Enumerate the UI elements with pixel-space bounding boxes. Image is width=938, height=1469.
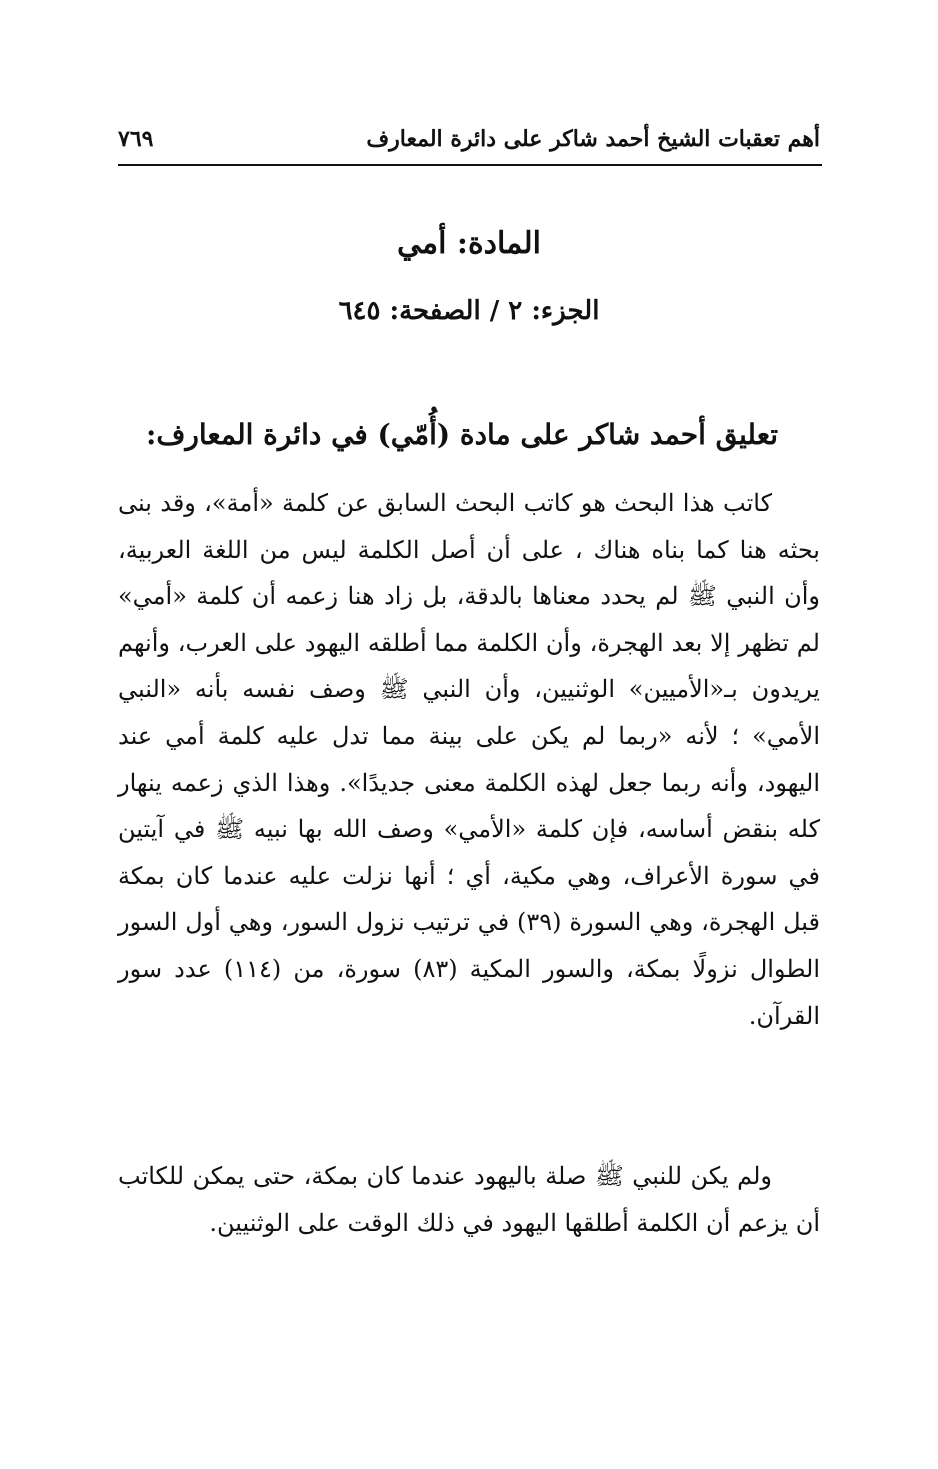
page-number: ٧٦٩ [118,126,154,152]
running-header [118,118,820,162]
entry-title: المادة: أمي [397,226,541,261]
paragraph-text: ولم يكن للنبي ﷺ صلة باليهود عندما كان بمكة، حتى يمكن للكاتب أن يزعم أن الكلمة أطلقها اليهود في ذلك الوقت على الوثنيين. [118,1162,820,1237]
header-divider [118,164,822,166]
paragraph-text: كاتب هذا البحث هو كاتب البحث السابق عن كلمة «أمة»، وقد بنى بحثه هنا كما بناه هناك ، على أن أصل الكلمة ليس من اللغة العربية، وأن النبي ﷺ لم يحدد معناها بالدقة، بل زاد هنا زعمه أن كلمة «أمي» لم تظهر إلا بعد الهجرة، وأن الكلمة مما أطلقه اليهود على العرب، وأنهم يريدون بـ«الأميين» الوثنيين، وأن النبي ﷺ وصف نفسه بأنه «النبي الأمي» ؛ لأنه «ربما لم يكن على بينة مما تدل عليه كلمة أمي عند اليهود، وأنه ربما جعل لهذه الكلمة معنى جديدًا». وهذا الذي زعمه ينهار كله بنقض أساسه، فإن كلمة «الأمي» وصف الله بها نبيه ﷺ في آيتين في سورة الأعراف، وهي مكية، أي ؛ أنها نزلت عليه عندما كان بمكة قبل الهجرة، وهي السورة (٣٩) في ترتيب نزول السور، وهي أول السور الطوال نزولًا بمكة، والسور المكية (٨٣) سورة، من (١١٤) عدد سور القرآن. [118,489,821,1030]
entry-reference: الجزء: ٢ / الصفحة: ٦٤٥ [338,296,600,326]
paragraph [118,1153,820,1246]
header-title: أهم تعقبات الشيخ أحمد شاكر على دائرة المعارف [366,126,820,152]
section-heading: تعليق أحمد شاكر على مادة (أُمّي) في دائرة المعارف: [146,418,778,451]
paragraph [118,480,820,1039]
